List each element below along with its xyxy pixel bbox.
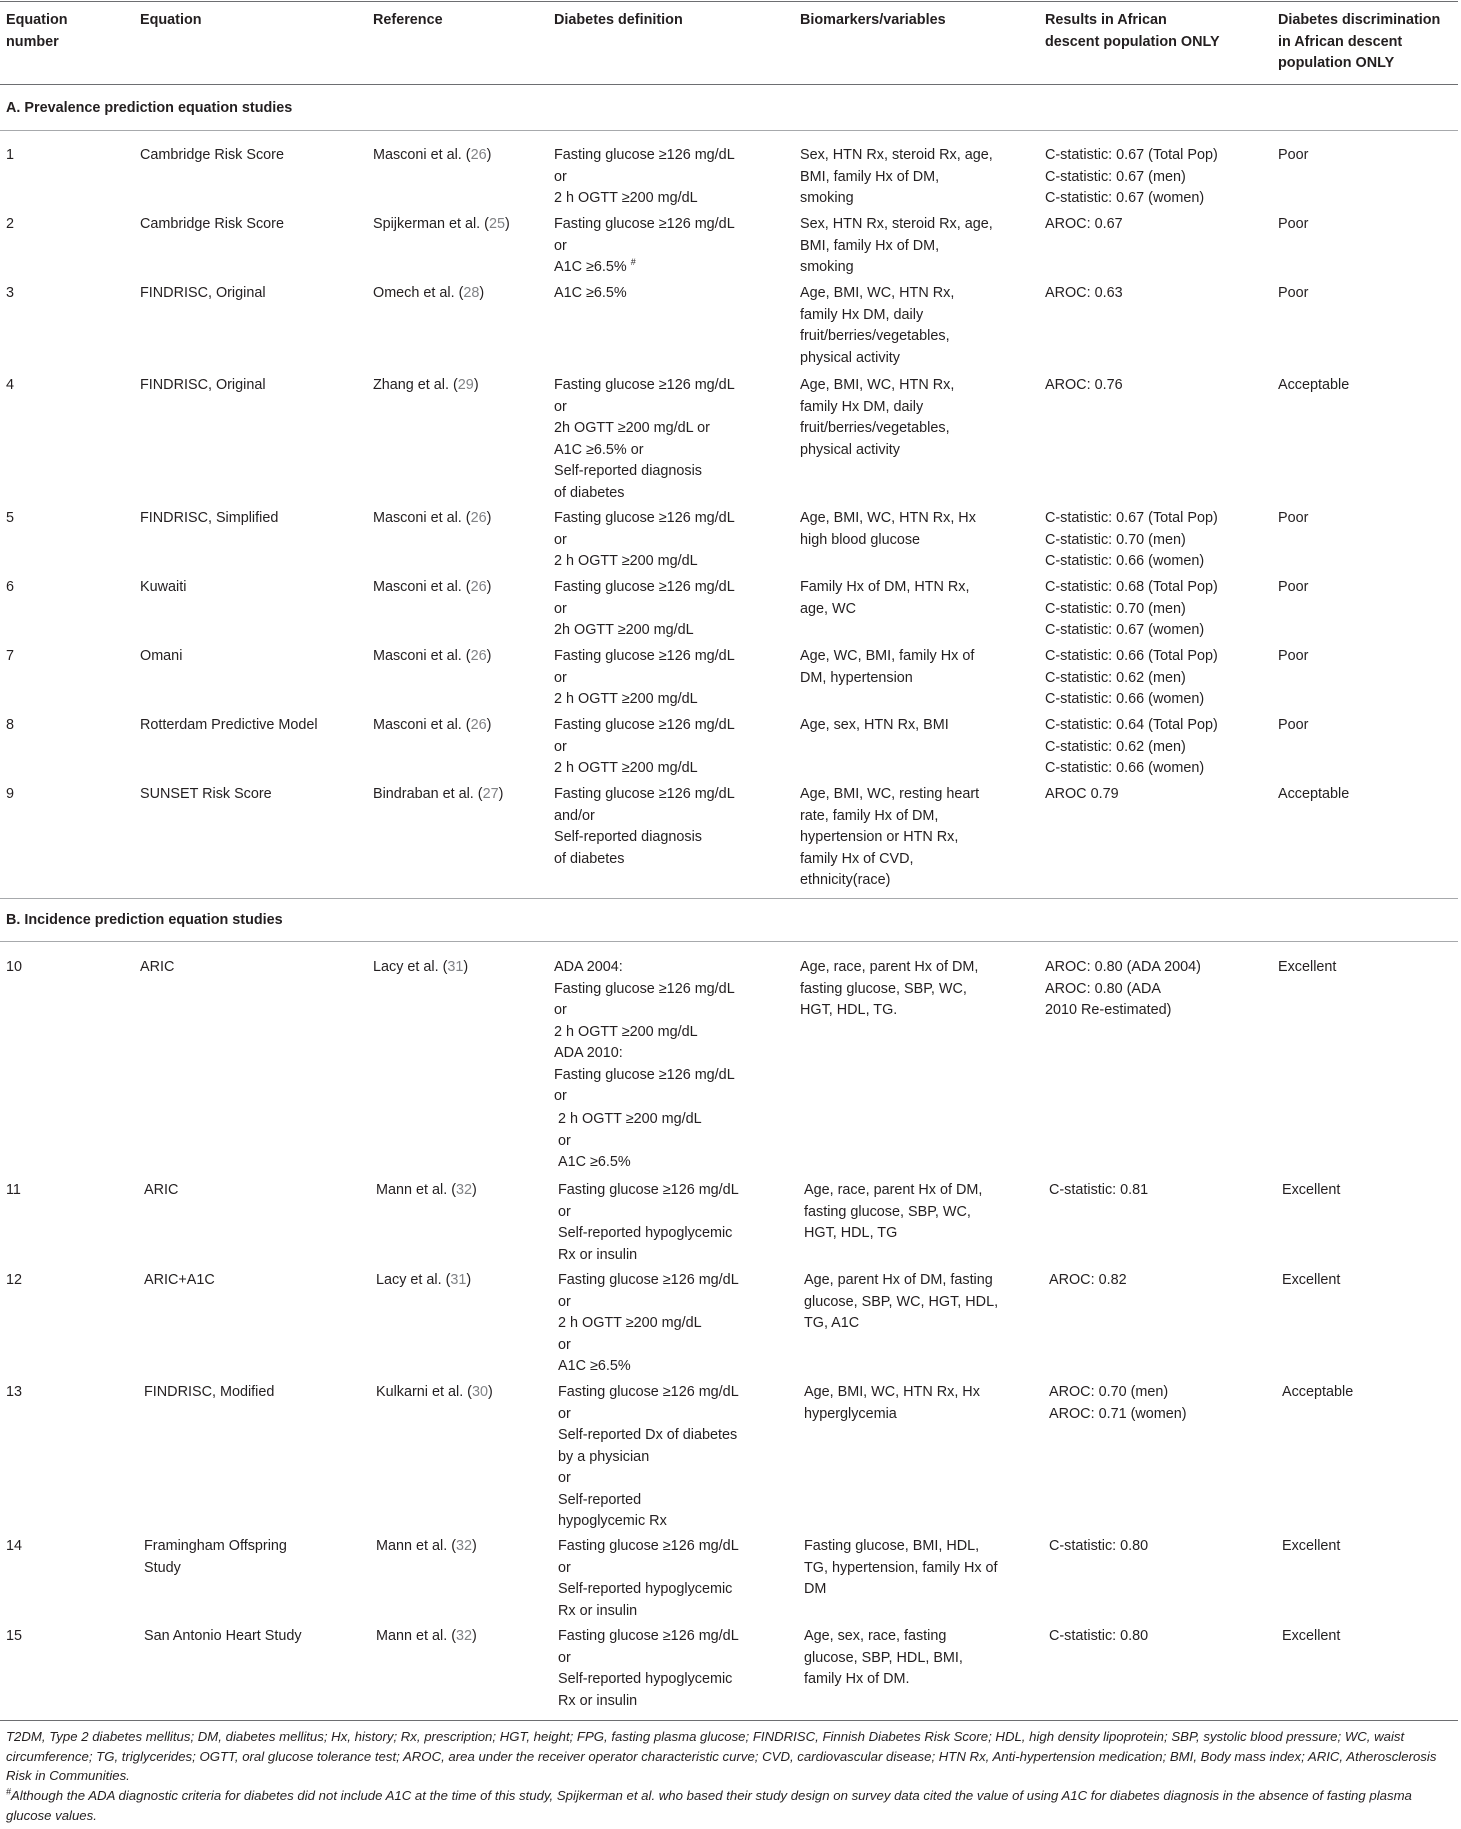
row-13-reference xyxy=(376,1382,493,1404)
row-10-discrimination: Excellent xyxy=(1278,959,1337,975)
reference-close: ) xyxy=(472,1538,477,1554)
row-7-biomarkers: Age, WC, BMI, family Hx of DM, hypertension xyxy=(800,648,975,686)
row-1-equation: Cambridge Risk Score xyxy=(140,147,284,163)
reference-citation-link[interactable]: 26 xyxy=(470,717,487,733)
row-10-results: AROC: 0.80 (ADA 2004) AROC: 0.80 (ADA 2010 Re-estimated) xyxy=(1045,959,1201,1018)
reference-author: Spijkerman et al. ( xyxy=(373,216,489,232)
row-8-definition xyxy=(554,715,735,780)
section-b-title: B. Incidence prediction equation studies xyxy=(6,912,283,928)
table-bottom-rule xyxy=(0,1720,1458,1721)
row-4-reference xyxy=(373,375,479,397)
definition-text: Fasting glucose ≥126 mg/dL and/or Self-reported diagnosis of diabetes xyxy=(554,786,735,867)
row-12-definition xyxy=(558,1270,739,1378)
reference-close: ) xyxy=(479,285,485,301)
row-14-results: C-statistic: 0.80 xyxy=(1049,1538,1149,1554)
definition-text: Fasting glucose ≥126 mg/dL or 2h OGTT ≥200 mg/dL or A1C ≥6.5% or Self-reported diagnosis of diabetes xyxy=(554,377,735,501)
row-5-definition xyxy=(554,508,735,573)
reference-citation-link[interactable]: 32 xyxy=(456,1538,473,1554)
header-equation: Equation xyxy=(140,12,202,28)
row-14-biomarkers: Fasting glucose, BMI, HDL, TG, hypertension, family Hx of DM xyxy=(804,1538,998,1597)
row-15-number: 15 xyxy=(6,1628,23,1644)
row-15-definition xyxy=(558,1626,739,1712)
row-4-discrimination: Acceptable xyxy=(1278,377,1350,393)
row-14-number: 14 xyxy=(6,1538,23,1554)
row-8-discrimination: Poor xyxy=(1278,717,1309,733)
reference-close: ) xyxy=(486,147,492,163)
reference-citation-link[interactable]: 31 xyxy=(450,1272,467,1288)
definition-text: Fasting glucose ≥126 mg/dL or Self-reported hypoglycemic Rx or insulin xyxy=(558,1538,739,1619)
row-13-equation: FINDRISC, Modified xyxy=(144,1384,275,1400)
row-10-equation: ARIC xyxy=(140,959,175,975)
row-14-discrimination: Excellent xyxy=(1282,1538,1341,1554)
reference-close: ) xyxy=(486,648,492,664)
reference-citation-link[interactable]: 26 xyxy=(470,648,487,664)
row-6-biomarkers: Family Hx of DM, HTN Rx, age, WC xyxy=(800,579,970,617)
reference-author: Masconi et al. ( xyxy=(373,648,471,664)
row-11-biomarkers: Age, race, parent Hx of DM, fasting glucose, SBP, WC, HGT, HDL, TG xyxy=(804,1182,983,1241)
row-5-equation: FINDRISC, Simplified xyxy=(140,510,279,526)
row-1-discrimination: Poor xyxy=(1278,147,1309,163)
row-12-reference xyxy=(376,1270,471,1292)
row-1-definition xyxy=(554,145,735,210)
reference-author: Mann et al. ( xyxy=(376,1628,456,1644)
row-11-definition xyxy=(558,1180,739,1266)
row-13-number: 13 xyxy=(6,1384,23,1400)
row-8-biomarkers: Age, sex, HTN Rx, BMI xyxy=(800,717,949,733)
row-12-number: 12 xyxy=(6,1272,23,1288)
row-4-results: AROC: 0.76 xyxy=(1045,377,1123,393)
row-5-biomarkers: Age, BMI, WC, HTN Rx, Hx high blood glucose xyxy=(800,510,976,548)
row-14-equation: Framingham Offspring Study xyxy=(144,1538,287,1576)
row-4-definition xyxy=(554,375,735,504)
row-9-reference xyxy=(373,784,503,806)
row-5-discrimination: Poor xyxy=(1278,510,1309,526)
reference-close: ) xyxy=(486,510,492,526)
row-7-equation: Omani xyxy=(140,648,183,664)
definition-text: Fasting glucose ≥126 mg/dL or 2 h OGTT ≥200 mg/dL xyxy=(554,510,735,569)
row-14-definition xyxy=(558,1536,739,1622)
reference-citation-link[interactable]: 29 xyxy=(457,377,474,393)
row-9-results: AROC 0.79 xyxy=(1045,786,1119,802)
header-eq-num: Equation number xyxy=(6,12,68,50)
reference-author: Bindraban et al. ( xyxy=(373,786,483,802)
header-biomarkers: Biomarkers/variables xyxy=(800,12,946,28)
row-12-results: AROC: 0.82 xyxy=(1049,1272,1127,1288)
row-5-reference xyxy=(373,508,491,530)
reference-citation-link[interactable]: 27 xyxy=(482,786,499,802)
definition-text: Fasting glucose ≥126 mg/dL or 2 h OGTT ≥200 mg/dL xyxy=(554,717,735,776)
row-6-results: C-statistic: 0.68 (Total Pop) C-statistic: 0.70 (men) C-statistic: 0.67 (women) xyxy=(1045,579,1218,638)
row-9-definition xyxy=(554,784,735,870)
row-9-biomarkers: Age, BMI, WC, resting heart rate, family Hx of DM, hypertension or HTN Rx, family Hx of CVD, ethnicity(race) xyxy=(800,786,980,888)
reference-author: Kulkarni et al. ( xyxy=(376,1384,472,1400)
section-a-rule xyxy=(0,130,1458,131)
reference-close: ) xyxy=(498,786,504,802)
row-1-number: 1 xyxy=(6,147,15,163)
reference-citation-link[interactable]: 32 xyxy=(456,1628,473,1644)
row-10-biomarkers: Age, race, parent Hx of DM, fasting glucose, SBP, WC, HGT, HDL, TG. xyxy=(800,959,979,1018)
reference-author: Omech et al. ( xyxy=(373,285,464,301)
row-15-discrimination: Excellent xyxy=(1282,1628,1341,1644)
row-3-equation: FINDRISC, Original xyxy=(140,285,266,301)
row-11-equation: ARIC xyxy=(144,1182,179,1198)
header-discrimination: Diabetes discrimination in African descent population ONLY xyxy=(1278,12,1441,71)
row-13-biomarkers: Age, BMI, WC, HTN Rx, Hx hyperglycemia xyxy=(804,1384,980,1422)
footnote-hash-mark: # xyxy=(6,1786,12,1797)
row-8-reference xyxy=(373,715,491,737)
row-12-equation: ARIC+A1C xyxy=(144,1272,215,1288)
row-8-results: C-statistic: 0.64 (Total Pop) C-statistic: 0.62 (men) C-statistic: 0.66 (women) xyxy=(1045,717,1218,776)
header-results: Results in African descent population ONLY xyxy=(1045,12,1220,50)
header-reference: Reference xyxy=(373,12,443,28)
definition-text: Fasting glucose ≥126 mg/dL or 2 h OGTT ≥200 mg/dL xyxy=(554,147,735,206)
definition-text: Fasting glucose ≥126 mg/dL or Self-reported hypoglycemic Rx or insulin xyxy=(558,1182,739,1263)
reference-author: Masconi et al. ( xyxy=(373,579,471,595)
table-top-rule xyxy=(0,1,1458,2)
reference-author: Masconi et al. ( xyxy=(373,717,471,733)
row-3-reference xyxy=(373,283,484,305)
row-13-discrimination: Acceptable xyxy=(1282,1384,1354,1400)
row-15-results: C-statistic: 0.80 xyxy=(1049,1628,1149,1644)
row-9-discrimination: Acceptable xyxy=(1278,786,1350,802)
definition-text: Fasting glucose ≥126 mg/dL or 2h OGTT ≥200 mg/dL xyxy=(554,579,735,638)
row-7-discrimination: Poor xyxy=(1278,648,1309,664)
section-b-rule xyxy=(0,941,1458,942)
row-13-definition xyxy=(558,1382,739,1533)
definition-text: Fasting glucose ≥126 mg/dL or A1C ≥6.5% xyxy=(554,216,735,275)
row-3-discrimination: Poor xyxy=(1278,285,1309,301)
definition-text: Fasting glucose ≥126 mg/dL or 2 h OGTT ≥200 mg/dL xyxy=(554,648,735,707)
reference-citation-link[interactable]: 25 xyxy=(488,216,505,232)
row-10-reference xyxy=(373,957,468,979)
footnote-hash-text: Although the ADA diagnostic criteria for diabetes did not include A1C at the time of this study, Spijkerman et al. who based their study design on survey data cited the value of using A1C for diabetes diagnosis in the absence of fasting plasma glucose values. xyxy=(6,1788,1412,1823)
reference-author: Mann et al. ( xyxy=(376,1182,456,1198)
reference-close: ) xyxy=(486,579,492,595)
reference-close: ) xyxy=(486,717,492,733)
row-11-discrimination: Excellent xyxy=(1282,1182,1341,1198)
reference-close: ) xyxy=(466,1272,472,1288)
row-1-biomarkers: Sex, HTN Rx, steroid Rx, age, BMI, family Hx of DM, smoking xyxy=(800,147,993,206)
row-1-results: C-statistic: 0.67 (Total Pop) C-statistic: 0.67 (men) C-statistic: 0.67 (women) xyxy=(1045,147,1218,206)
row-2-reference xyxy=(373,214,510,236)
reference-close: ) xyxy=(473,377,479,393)
row-1-reference xyxy=(373,145,491,167)
row-12-biomarkers: Age, parent Hx of DM, fasting glucose, SBP, WC, HGT, HDL, TG, A1C xyxy=(804,1272,999,1331)
row-3-results: AROC: 0.63 xyxy=(1045,285,1123,301)
reference-close: ) xyxy=(472,1182,477,1198)
reference-author: Lacy et al. ( xyxy=(376,1272,451,1288)
row-5-results: C-statistic: 0.67 (Total Pop) C-statistic: 0.70 (men) C-statistic: 0.66 (women) xyxy=(1045,510,1218,569)
row-2-number: 2 xyxy=(6,216,15,232)
row-7-definition xyxy=(554,646,735,711)
row-8-equation: Rotterdam Predictive Model xyxy=(140,717,318,733)
row-3-number: 3 xyxy=(6,285,15,301)
footnote-hash xyxy=(6,1786,1454,1825)
row-13-results: AROC: 0.70 (men) AROC: 0.71 (women) xyxy=(1049,1384,1187,1422)
row-6-reference xyxy=(373,577,491,599)
reference-author: Masconi et al. ( xyxy=(373,147,471,163)
row-9-number: 9 xyxy=(6,786,15,802)
row-10-definition xyxy=(554,957,735,1108)
reference-close: ) xyxy=(463,959,469,975)
section-a-title: A. Prevalence prediction equation studies xyxy=(6,100,293,116)
reference-close: ) xyxy=(488,1384,493,1400)
row-7-results: C-statistic: 0.66 (Total Pop) C-statistic: 0.62 (men) C-statistic: 0.66 (women) xyxy=(1045,648,1218,707)
definition-text: ADA 2004: Fasting glucose ≥126 mg/dL or 2 h OGTT ≥200 mg/dL ADA 2010: Fasting glucose ≥126 mg/dL or xyxy=(554,959,735,1104)
row-3-biomarkers: Age, BMI, WC, HTN Rx, family Hx DM, daily fruit/berries/vegetables, physical activity xyxy=(800,285,955,366)
row-7-reference xyxy=(373,646,491,668)
row-9-equation: SUNSET Risk Score xyxy=(140,786,272,802)
reference-close: ) xyxy=(472,1628,477,1644)
row-6-definition xyxy=(554,577,735,642)
reference-citation-link[interactable]: 26 xyxy=(470,147,487,163)
definition-text: Fasting glucose ≥126 mg/dL or Self-reported Dx of diabetes by a physician or Self-reported hypoglycemic Rx xyxy=(558,1384,739,1529)
reference-author: Lacy et al. ( xyxy=(373,959,448,975)
footnote-abbreviations: T2DM, Type 2 diabetes mellitus; DM, diabetes mellitus; Hx, history; Rx, prescription; HGT, height; FPG, fasting plasma glucose; FINDRISC, Finnish Diabetes Risk Score; HDL, high density lipoprotein; SBP, systolic blood pressure; WC, waist circumference; TG, triglycerides; OGTT, oral glucose tolerance test; AROC, area under the receiver operator characteristic curve; CVD, cardiovascular disease; HTN Rx, Anti-hypertension medication; BMI, Body mass index; ARIC, Atherosclerosis Risk in Communities. xyxy=(6,1729,1437,1783)
row-12-discrimination: Excellent xyxy=(1282,1272,1341,1288)
row-6-equation: Kuwaiti xyxy=(140,579,187,595)
reference-citation-link[interactable]: 26 xyxy=(470,510,487,526)
row-2-biomarkers: Sex, HTN Rx, steroid Rx, age, BMI, family Hx of DM, smoking xyxy=(800,216,993,275)
row-3-definition xyxy=(554,283,627,305)
definition-text: A1C ≥6.5% xyxy=(554,285,627,301)
row-15-reference xyxy=(376,1626,477,1648)
reference-author: Masconi et al. ( xyxy=(373,510,471,526)
row-4-biomarkers: Age, BMI, WC, HTN Rx, family Hx DM, daily fruit/berries/vegetables, physical activity xyxy=(800,377,955,458)
row-8-number: 8 xyxy=(6,717,15,733)
reference-close: ) xyxy=(504,216,510,232)
row-2-results: AROC: 0.67 xyxy=(1045,216,1123,232)
reference-citation-link[interactable]: 32 xyxy=(456,1182,473,1198)
row-10-number: 10 xyxy=(6,959,23,975)
reference-citation-link[interactable]: 31 xyxy=(447,959,464,975)
row-11-number: 11 xyxy=(6,1182,21,1198)
row-4-equation: FINDRISC, Original xyxy=(140,377,266,393)
reference-citation-link[interactable]: 30 xyxy=(471,1384,488,1400)
row-15-biomarkers: Age, sex, race, fasting glucose, SBP, HDL, BMI, family Hx of DM. xyxy=(804,1628,963,1687)
definition-text: Fasting glucose ≥126 mg/dL or 2 h OGTT ≥200 mg/dL or A1C ≥6.5% xyxy=(558,1272,739,1374)
row-11-reference xyxy=(376,1180,477,1202)
definition-footnote-mark: # xyxy=(630,257,636,268)
row-15-equation: San Antonio Heart Study xyxy=(144,1628,302,1644)
reference-citation-link[interactable]: 26 xyxy=(470,579,487,595)
reference-citation-link[interactable]: 28 xyxy=(463,285,480,301)
section-b-top-rule xyxy=(0,898,1458,899)
row-6-number: 6 xyxy=(6,579,15,595)
header-bottom-rule xyxy=(0,84,1458,85)
row-7-number: 7 xyxy=(6,648,15,664)
reference-author: Zhang et al. ( xyxy=(373,377,458,393)
row-14-reference xyxy=(376,1536,477,1558)
header-definition: Diabetes definition xyxy=(554,12,683,28)
row-10-definition-cont: 2 h OGTT ≥200 mg/dL or A1C ≥6.5% xyxy=(558,1111,702,1170)
row-5-number: 5 xyxy=(6,510,15,526)
row-2-discrimination: Poor xyxy=(1278,216,1309,232)
reference-author: Mann et al. ( xyxy=(376,1538,456,1554)
row-2-definition xyxy=(554,214,735,279)
row-11-results: C-statistic: 0.81 xyxy=(1049,1182,1149,1198)
definition-text: Fasting glucose ≥126 mg/dL or Self-reported hypoglycemic Rx or insulin xyxy=(558,1628,739,1709)
row-6-discrimination: Poor xyxy=(1278,579,1309,595)
row-2-equation: Cambridge Risk Score xyxy=(140,216,284,232)
row-4-number: 4 xyxy=(6,377,15,393)
